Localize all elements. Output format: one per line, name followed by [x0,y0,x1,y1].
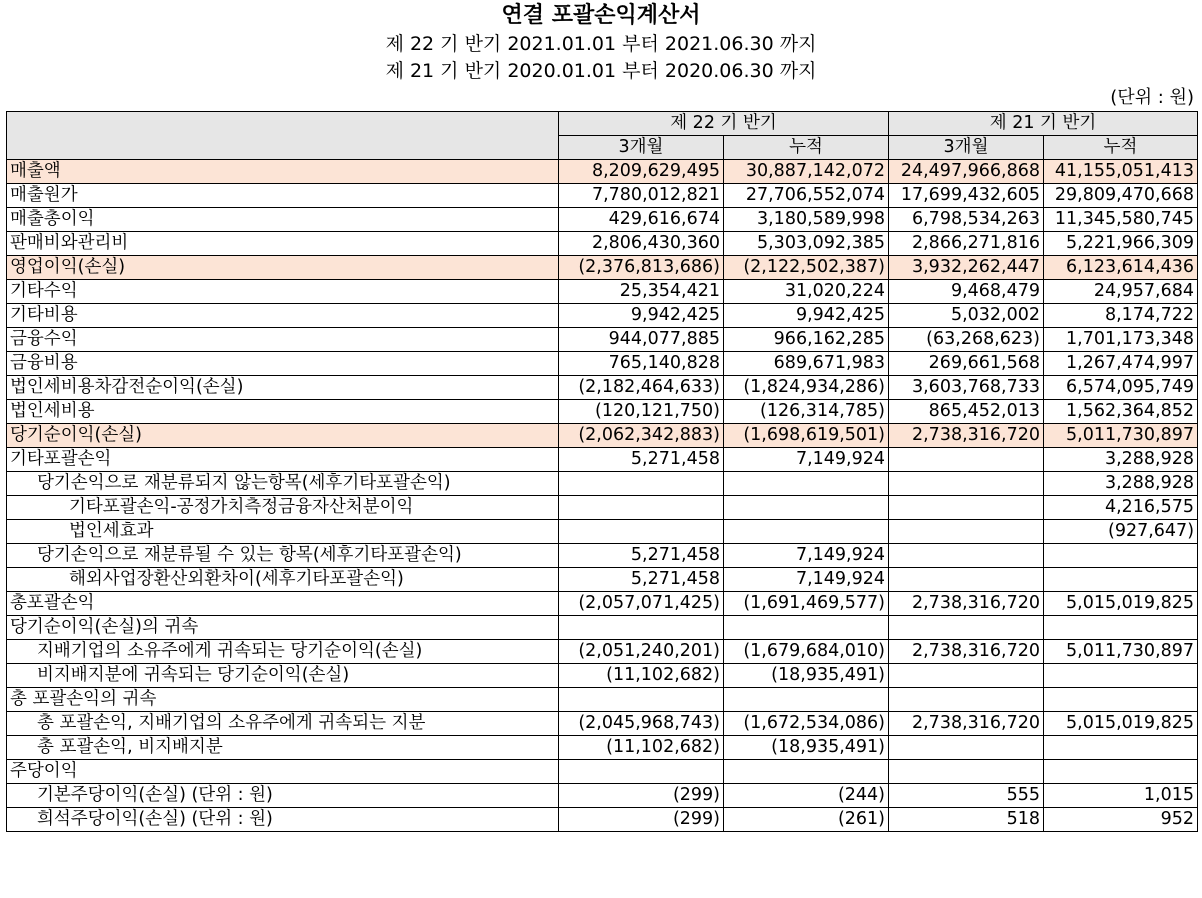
row-label: 금융비용 [7,352,559,376]
table-row [7,280,1198,304]
prior-cumulative-value: 1,701,173,348 [1044,328,1198,352]
prior-3months-value: 24,497,966,868 [889,160,1044,184]
current-cumulative-value: (1,679,684,010) [724,640,889,664]
current-3months-value [559,760,724,784]
row-label: 금융수익 [7,328,559,352]
prior-3months-value: 6,798,534,263 [889,208,1044,232]
prior-3months-value [889,520,1044,544]
current-cumulative-value [724,520,889,544]
current-3months-value: 8,209,629,495 [559,160,724,184]
row-label: 기타포괄손익 [7,448,559,472]
current-3months-value: 2,806,430,360 [559,232,724,256]
header-current-cumulative: 누적 [724,136,889,160]
table-row [7,520,1198,544]
prior-3months-value [889,496,1044,520]
prior-3months-value [889,568,1044,592]
prior-cumulative-value: 6,574,095,749 [1044,376,1198,400]
prior-cumulative-value: 1,267,474,997 [1044,352,1198,376]
prior-cumulative-value: 4,216,575 [1044,496,1198,520]
prior-cumulative-value: 5,011,730,897 [1044,640,1198,664]
period-current: 제 22 기 반기 2021.01.01 부터 2021.06.30 까지 [385,33,817,55]
table-row [7,760,1198,784]
row-label: 희석주당이익(손실) (단위 : 원) [7,808,559,832]
row-label: 총포괄손익 [7,592,559,616]
current-cumulative-value: 5,303,092,385 [724,232,889,256]
row-label: 법인세비용 [7,400,559,424]
row-label: 총 포괄손익, 비지배지분 [7,736,559,760]
current-cumulative-value: 7,149,924 [724,448,889,472]
current-cumulative-value: 966,162,285 [724,328,889,352]
prior-cumulative-value [1044,688,1198,712]
current-3months-value: (2,182,464,633) [559,376,724,400]
prior-cumulative-value: 5,015,019,825 [1044,712,1198,736]
current-3months-value: (2,057,071,425) [559,592,724,616]
table-row [7,424,1198,448]
prior-3months-value: 2,738,316,720 [889,640,1044,664]
header-prior-cumulative: 누적 [1044,136,1198,160]
prior-3months-value [889,664,1044,688]
current-cumulative-value [724,496,889,520]
income-statement-table [6,111,1198,832]
prior-cumulative-value: 6,123,614,436 [1044,256,1198,280]
prior-cumulative-value [1044,544,1198,568]
current-cumulative-value: (126,314,785) [724,400,889,424]
row-label: 비지배지분에 귀속되는 당기순이익(손실) [7,664,559,688]
current-3months-value: (11,102,682) [559,736,724,760]
current-3months-value: 765,140,828 [559,352,724,376]
table-row [7,376,1198,400]
table-row [7,688,1198,712]
prior-cumulative-value [1044,760,1198,784]
prior-cumulative-value: 29,809,470,668 [1044,184,1198,208]
prior-3months-value: 269,661,568 [889,352,1044,376]
current-3months-value: 5,271,458 [559,544,724,568]
table-row [7,496,1198,520]
period-prior: 제 21 기 반기 2020.01.01 부터 2020.06.30 까지 [385,60,817,82]
table-row [7,784,1198,808]
prior-cumulative-value: 24,957,684 [1044,280,1198,304]
current-3months-value: 7,780,012,821 [559,184,724,208]
prior-3months-value: 2,738,316,720 [889,424,1044,448]
current-cumulative-value: 9,942,425 [724,304,889,328]
current-3months-value: 5,271,458 [559,568,724,592]
prior-3months-value: 17,699,432,605 [889,184,1044,208]
row-label: 당기손익으로 재분류되지 않는항목(세후기타포괄손익) [7,472,559,496]
table-row [7,808,1198,832]
table-row [7,664,1198,688]
row-label: 지배기업의 소유주에게 귀속되는 당기순이익(손실) [7,640,559,664]
prior-3months-value: 3,603,768,733 [889,376,1044,400]
prior-cumulative-value: 8,174,722 [1044,304,1198,328]
row-label: 총 포괄손익, 지배기업의 소유주에게 귀속되는 지분 [7,712,559,736]
row-label: 판매비와관리비 [7,232,559,256]
current-3months-value: (299) [559,808,724,832]
prior-cumulative-value: 3,288,928 [1044,472,1198,496]
table-row [7,616,1198,640]
table-row [7,448,1198,472]
current-3months-value [559,688,724,712]
prior-cumulative-value: 5,221,966,309 [1044,232,1198,256]
current-cumulative-value: 689,671,983 [724,352,889,376]
row-label: 영업이익(손실) [7,256,559,280]
row-label: 당기순이익(손실) [7,424,559,448]
prior-3months-value [889,448,1044,472]
unit-label: (단위 : 원) [1110,87,1194,108]
header-current-period: 제 22 기 반기 [559,112,889,136]
current-3months-value: (2,051,240,201) [559,640,724,664]
prior-cumulative-value [1044,736,1198,760]
current-3months-value: (11,102,682) [559,664,724,688]
prior-cumulative-value: 1,015 [1044,784,1198,808]
row-label: 매출액 [7,160,559,184]
table-row [7,736,1198,760]
row-label: 매출총이익 [7,208,559,232]
row-label: 당기손익으로 재분류될 수 있는 항목(세후기타포괄손익) [7,544,559,568]
prior-cumulative-value: (927,647) [1044,520,1198,544]
current-3months-value: 5,271,458 [559,448,724,472]
prior-3months-value [889,760,1044,784]
current-cumulative-value: (1,698,619,501) [724,424,889,448]
table-row [7,184,1198,208]
current-cumulative-value: (2,122,502,387) [724,256,889,280]
table-row [7,232,1198,256]
row-label: 매출원가 [7,184,559,208]
table-row [7,472,1198,496]
prior-3months-value: 865,452,013 [889,400,1044,424]
current-cumulative-value: (261) [724,808,889,832]
prior-3months-value: 555 [889,784,1044,808]
current-3months-value: (2,062,342,883) [559,424,724,448]
prior-cumulative-value: 3,288,928 [1044,448,1198,472]
statement-title: 연결 포괄손익계산서 [501,3,701,28]
current-3months-value [559,472,724,496]
current-cumulative-value: 31,020,224 [724,280,889,304]
prior-3months-value [889,544,1044,568]
table-row [7,640,1198,664]
current-cumulative-value: 30,887,142,072 [724,160,889,184]
current-3months-value: 429,616,674 [559,208,724,232]
prior-3months-value: (63,268,623) [889,328,1044,352]
prior-3months-value: 9,468,479 [889,280,1044,304]
current-3months-value [559,616,724,640]
table-row [7,208,1198,232]
current-cumulative-value: 27,706,552,074 [724,184,889,208]
current-3months-value: 25,354,421 [559,280,724,304]
row-label: 주당이익 [7,760,559,784]
prior-cumulative-value: 952 [1044,808,1198,832]
current-cumulative-value: (1,672,534,086) [724,712,889,736]
current-cumulative-value: 7,149,924 [724,568,889,592]
table-row [7,352,1198,376]
table-row [7,712,1198,736]
current-cumulative-value [724,616,889,640]
row-label: 법인세효과 [7,520,559,544]
prior-3months-value: 3,932,262,447 [889,256,1044,280]
table-row [7,568,1198,592]
table-row [7,592,1198,616]
current-cumulative-value [724,760,889,784]
prior-3months-value: 518 [889,808,1044,832]
row-label: 법인세비용차감전순이익(손실) [7,376,559,400]
prior-cumulative-value: 5,011,730,897 [1044,424,1198,448]
current-3months-value: (2,045,968,743) [559,712,724,736]
row-label: 기타수익 [7,280,559,304]
current-cumulative-value: 7,149,924 [724,544,889,568]
current-cumulative-value: (1,824,934,286) [724,376,889,400]
header-prior-period: 제 21 기 반기 [889,112,1198,136]
prior-cumulative-value [1044,616,1198,640]
current-cumulative-value: (18,935,491) [724,664,889,688]
current-3months-value [559,520,724,544]
table-row [7,160,1198,184]
current-cumulative-value [724,688,889,712]
prior-3months-value: 2,866,271,816 [889,232,1044,256]
table-row [7,328,1198,352]
current-3months-value: (2,376,813,686) [559,256,724,280]
prior-cumulative-value: 41,155,051,413 [1044,160,1198,184]
prior-cumulative-value [1044,568,1198,592]
prior-3months-value: 5,032,002 [889,304,1044,328]
current-3months-value [559,496,724,520]
prior-cumulative-value: 11,345,580,745 [1044,208,1198,232]
current-cumulative-value: (244) [724,784,889,808]
table-row [7,544,1198,568]
current-cumulative-value: 3,180,589,998 [724,208,889,232]
current-3months-value: (299) [559,784,724,808]
table-row [7,304,1198,328]
row-label: 해외사업장환산외환차이(세후기타포괄손익) [7,568,559,592]
prior-3months-value [889,472,1044,496]
current-cumulative-value: (18,935,491) [724,736,889,760]
row-label: 총 포괄손익의 귀속 [7,688,559,712]
current-3months-value: (120,121,750) [559,400,724,424]
prior-3months-value: 2,738,316,720 [889,712,1044,736]
prior-cumulative-value: 1,562,364,852 [1044,400,1198,424]
prior-3months-value [889,688,1044,712]
row-label: 기타비용 [7,304,559,328]
header-prior-3months: 3개월 [889,136,1044,160]
prior-3months-value [889,616,1044,640]
current-cumulative-value: (1,691,469,577) [724,592,889,616]
row-label: 기타포괄손익-공정가치측정금융자산처분이익 [7,496,559,520]
header-row-groups [7,112,1198,136]
prior-3months-value [889,736,1044,760]
prior-cumulative-value [1044,664,1198,688]
current-3months-value: 944,077,885 [559,328,724,352]
current-3months-value: 9,942,425 [559,304,724,328]
prior-3months-value: 2,738,316,720 [889,592,1044,616]
current-cumulative-value [724,472,889,496]
row-label: 기본주당이익(손실) (단위 : 원) [7,784,559,808]
table-row [7,256,1198,280]
row-label: 당기순이익(손실)의 귀속 [7,616,559,640]
header-blank-cell [7,112,559,160]
table-row [7,400,1198,424]
prior-cumulative-value: 5,015,019,825 [1044,592,1198,616]
header-current-3months: 3개월 [559,136,724,160]
